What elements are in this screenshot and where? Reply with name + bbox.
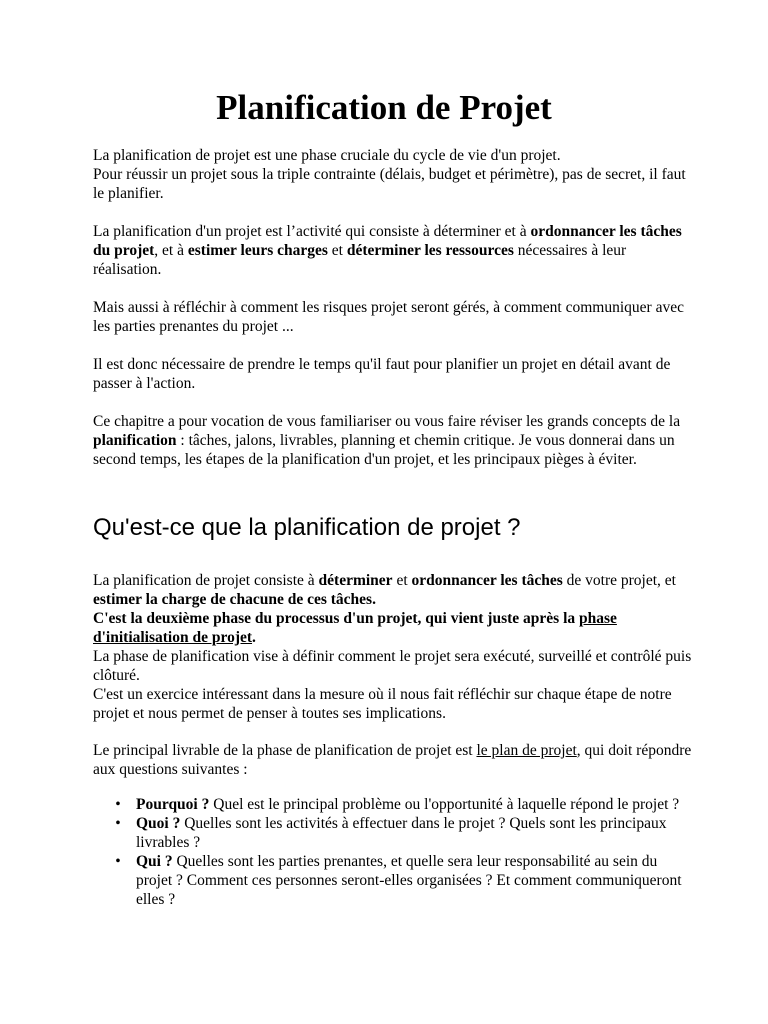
intro-p5-bold-1: planification: [93, 432, 177, 449]
section-p2-text-2: , qui doit répondre aux questions suivantes :: [93, 742, 692, 778]
section-p1-bold-3: estimer la charge de chacune de ces tâches.: [93, 591, 376, 608]
section-p1-text-2: et: [392, 572, 412, 589]
section-p1-bold-2: ordonnancer les tâches: [411, 572, 563, 589]
list-item-pourquoi: [93, 795, 693, 814]
bullet-icon: •: [115, 853, 121, 870]
section-p1-text-1: La planification de projet consiste à: [93, 572, 319, 589]
intro-p2-bold-2: estimer leurs charges: [187, 242, 328, 259]
intro-p2-bold-3: déterminer les ressources: [346, 242, 514, 259]
list-item-text: Quelles sont les parties prenantes, et quelle sera leur responsabilité au sein du projet ? Comment ces personnes seront-elles organisées ? Et comment communiqueront elles ?: [136, 853, 682, 908]
intro-p2-text-2: , et à: [154, 242, 188, 259]
section-p1-text-3: de votre projet, et: [562, 572, 676, 589]
list-item-label: Quoi ?: [136, 815, 181, 832]
section-p1-bold-6: .: [252, 629, 256, 646]
list-item-text: Quel est le principal problème ou l'opportunité à laquelle répond le projet ?: [209, 796, 680, 813]
intro-p5-text-1: Ce chapitre a pour vocation de vous familiariser ou vous faire réviser les grands concepts de la: [93, 413, 681, 430]
bullet-icon: •: [115, 815, 121, 832]
section-paragraph-1: [93, 571, 693, 723]
section-p1-text-5: C'est un exercice intéressant dans la mesure où il nous fait réfléchir sur chaque étape de notre projet et nous permet de penser à toutes ses implications.: [93, 686, 672, 722]
plan-de-projet-link[interactable]: le plan de projet: [476, 742, 577, 759]
phase-initialisation-link[interactable]: phase d'initialisation de projet: [93, 610, 617, 646]
bullet-icon: •: [115, 796, 121, 813]
section-p1-bold-4: C'est la deuxième phase du processus d'un projet, qui vient juste après la: [93, 610, 579, 627]
intro-paragraph-4: Il est donc nécessaire de prendre le temps qu'il faut pour planifier un projet en détail avant de passer à l'action.: [93, 356, 671, 392]
list-item-text: Quelles sont les activités à effectuer dans le projet ? Quels sont les principaux livrables ?: [136, 815, 667, 851]
intro-paragraph-1: [93, 146, 693, 203]
intro-paragraph-2: [93, 222, 693, 279]
section-p1-text-4: La phase de planification vise à définir comment le projet sera exécuté, surveillé et contrôlé puis clôturé.: [93, 648, 692, 684]
intro-p2-text-4: nécessaires à leur réalisation.: [93, 242, 627, 278]
intro-p2-text-3: et: [327, 242, 347, 259]
list-item-label: Pourquoi ?: [136, 796, 210, 813]
section-heading: Qu'est-ce que la planification de projet ?: [93, 514, 521, 541]
intro-p2-text-1: La planification d'un projet est l’activité qui consiste à déterminer et à: [93, 223, 531, 240]
questions-list: [93, 795, 693, 909]
list-item-qui: [93, 852, 693, 909]
intro-p1-line2: Pour réussir un projet sous la triple contrainte (délais, budget et périmètre), pas de secret, il faut le planifier.: [93, 166, 686, 202]
section-p1-bold-1: déterminer: [318, 572, 393, 589]
list-item-label: Qui ?: [136, 853, 173, 870]
intro-p1-line1: La planification de projet est une phase cruciale du cycle de vie d'un projet.: [93, 147, 561, 164]
page-title: Planification de Projet: [216, 88, 552, 127]
section-paragraph-2: [93, 741, 693, 779]
section-p2-text-1: Le principal livrable de la phase de planification de projet est: [93, 742, 477, 759]
intro-p5-text-2: : tâches, jalons, livrables, planning et chemin critique. Je vous donnerai dans un second temps, les étapes de la planification d'un projet, et les principaux pièges à éviter.: [93, 432, 675, 468]
list-item-quoi: [93, 814, 693, 852]
intro-paragraph-3: Mais aussi à réfléchir à comment les risques projet seront gérés, à comment communiquer avec les parties prenantes du projet ...: [93, 299, 684, 335]
intro-paragraph-5: [93, 412, 693, 469]
intro-p2-bold-1: ordonnancer les tâches du projet: [93, 223, 682, 259]
